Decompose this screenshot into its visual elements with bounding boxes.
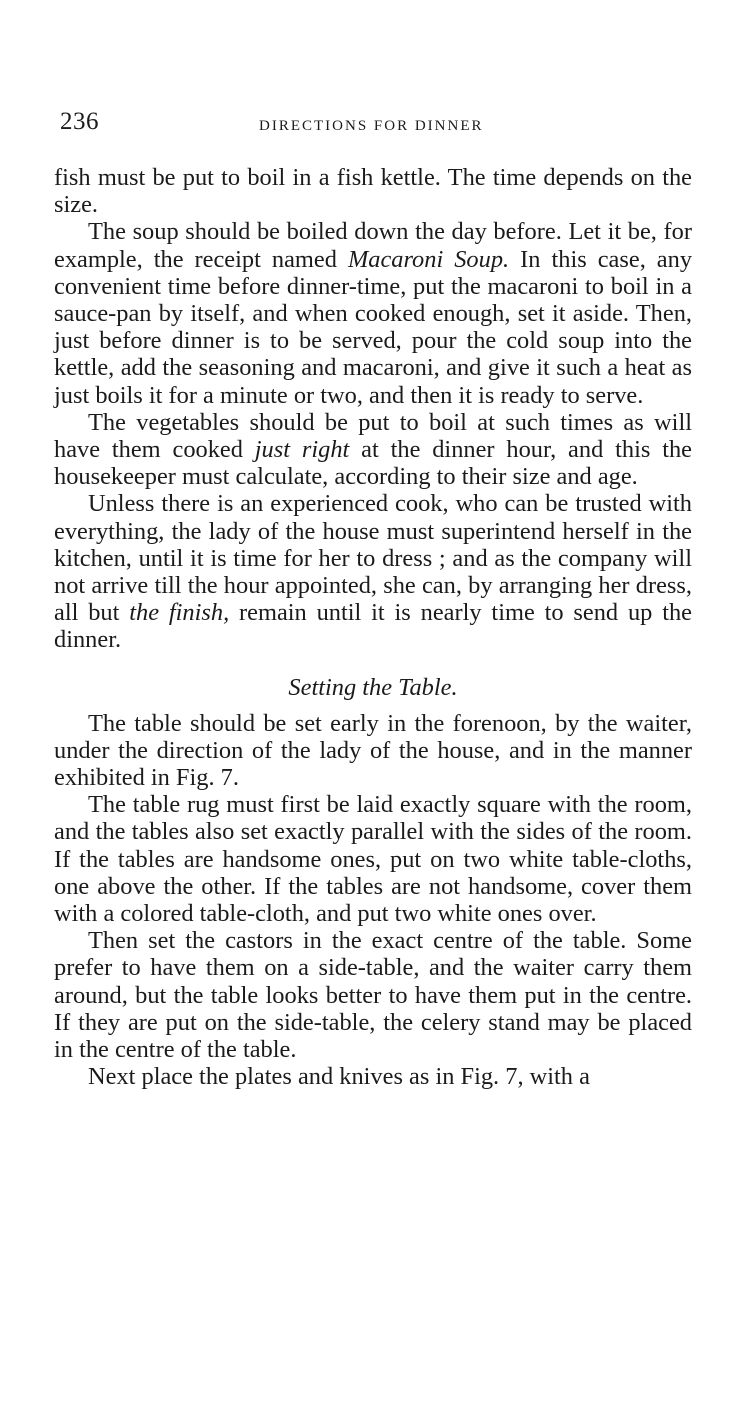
paragraph-soup <box>54 218 692 408</box>
paragraph-text: Unless there is an experienced cook, who can be trusted with everything, the lady of the house must superintend herself in the kitchen, until it is time for her to dress ; and as the company will not arrive till the hour appointed, she can, by arranging her dress, all but <box>54 490 692 627</box>
paragraph-text: remain until it is nearly time to send up the dinner. <box>54 599 692 654</box>
paragraph-text: at the dinner hour, and this the housekeeper must calculate, according to their size and age. <box>54 436 692 491</box>
paragraph-text: fish must be put to boil in a fish kettle. The time depends on the size. <box>54 164 692 219</box>
body-text <box>54 164 692 1091</box>
paragraph-castors <box>54 927 692 1063</box>
paragraph-text: The table should be set early in the forenoon, by the waiter, under the direction of the lady of the house, and in the manner exhibited in Fig. 7. <box>54 709 692 792</box>
running-title: DIRECTIONS FOR DINNER <box>259 118 484 134</box>
emphasis-text: just right <box>254 436 350 464</box>
paragraph-plates <box>54 1063 692 1090</box>
paragraph-text: The vegetables should be put to boil at such times as will have them cooked <box>54 408 692 464</box>
paragraph-forenoon <box>54 710 692 792</box>
section-heading: Setting the Table. <box>288 673 458 701</box>
page-number: 236 <box>60 108 99 135</box>
paragraph-continued <box>54 164 692 218</box>
paragraph-table-rug <box>54 791 692 927</box>
paragraph-text: Next place the plates and knives as in Fig. 7, with a <box>88 1063 590 1091</box>
paragraph-text: The table rug must first be laid exactly square with the room, and the tables also set exactly parallel with the sides of the room. If the tables are handsome ones, put on two white table-cloths, one above the other. If the tables are not handsome, cover them with a colored table-cloth, and put two white ones over. <box>54 791 692 928</box>
emphasis-text: Macaroni Soup. <box>347 245 510 273</box>
running-header <box>54 108 692 148</box>
paragraph-text: In this case, any convenient time before dinner-time, put the macaroni to boil in a sauce-pan by itself, and when cooked enough, set it aside. Then, just before dinner is to be served, pour the cold soup into the kettle, add the seasoning and macaroni, and give it such a heat as just boils it for a minute or two, and then it is ready to serve. <box>54 245 693 409</box>
paragraph-text: The soup should be boiled down the day before. Let it be, for example, the receipt named <box>54 218 692 273</box>
paragraph-cook <box>54 490 692 653</box>
paragraph-vegetables <box>54 409 692 491</box>
book-page <box>54 108 692 1091</box>
emphasis-text: the finish, <box>129 599 230 627</box>
paragraph-text: Then set the castors in the exact centre of the table. Some prefer to have them on a side-table, and the waiter carry them around, but the table looks better to have them put in the centre. If they are put on the side-table, the celery stand may be placed in the centre of the table. <box>54 927 692 1064</box>
